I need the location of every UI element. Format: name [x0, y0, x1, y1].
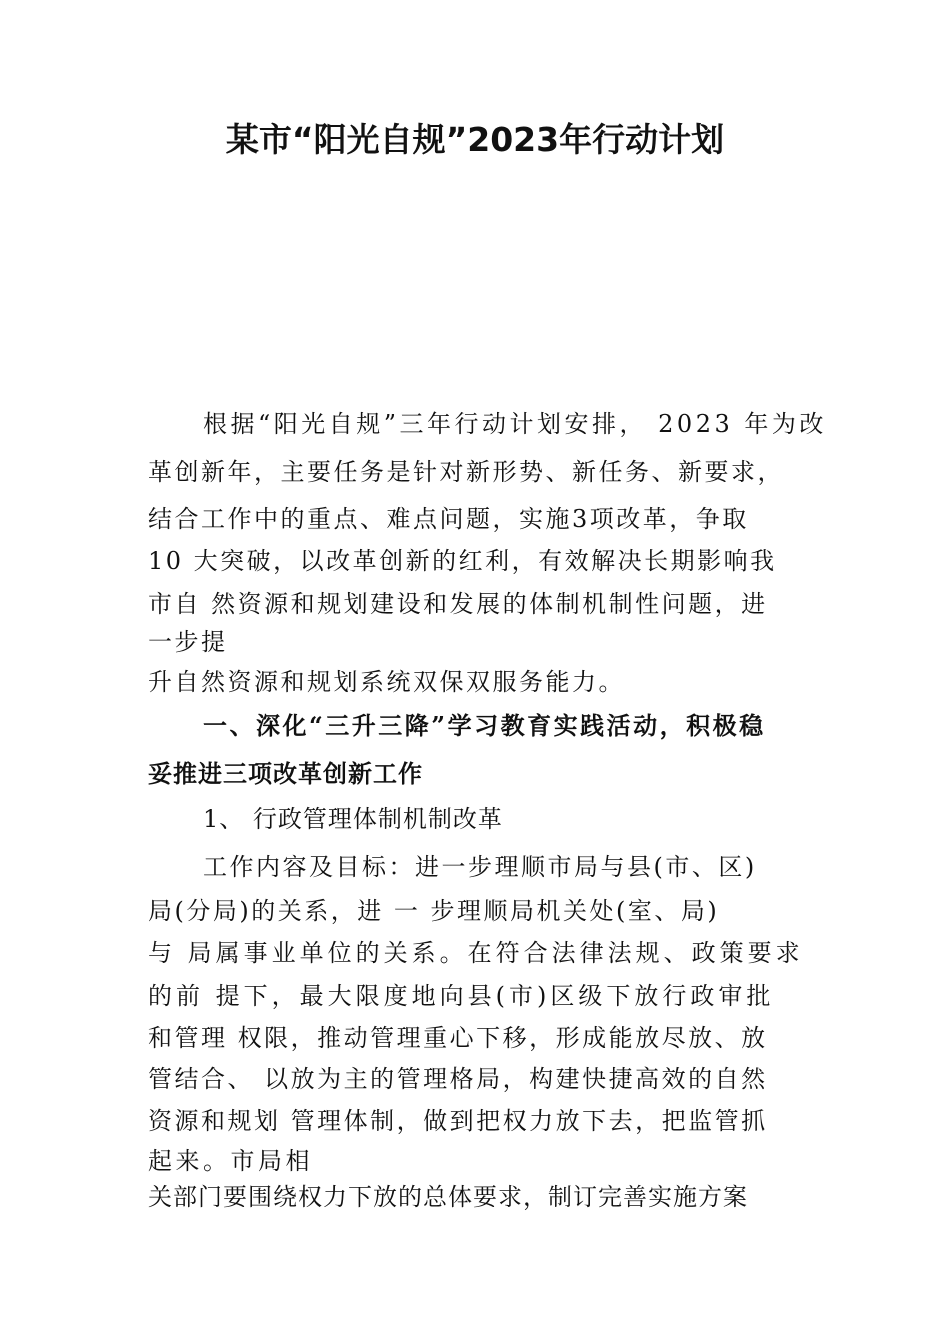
paragraph-line: 资源和规划 管理体制，做到把权力放下去，把监管抓	[148, 1107, 768, 1135]
paragraph-line: 根据“阳光自规”三年行动计划安排， 2023 年为改	[203, 410, 827, 438]
document-title: 某市“阳光自规”2023年行动计划	[225, 120, 725, 159]
paragraph-line: 和管理 权限，推动管理重心下移，形成能放尽放、放	[148, 1024, 768, 1052]
paragraph-line: 一步提	[148, 628, 228, 656]
paragraph-line: 工作内容及目标：进一步理顺市局与县(市、区)	[203, 853, 757, 881]
paragraph-line: 管结合、 以放为主的管理格局，构建快捷高效的自然	[148, 1065, 768, 1093]
paragraph-line: 10 大突破，以改革创新的红利，有效解决长期影响我	[148, 547, 777, 575]
paragraph-line: 局(分局)的关系，进 一 步理顺局机关处(室、局)	[148, 897, 720, 925]
paragraph-line: 的前 提下，最大限度地向县(市)区级下放行政审批	[148, 982, 775, 1010]
paragraph-line: 市自 然资源和规划建设和发展的体制机制性问题，进	[148, 590, 768, 618]
section-heading-line: 一、深化“三升三降”学习教育实践活动，积极稳	[203, 711, 766, 740]
section-heading-line: 妥推进三项改革创新工作	[148, 759, 423, 788]
paragraph-line: 关部门要围绕权力下放的总体要求，制订完善实施方案	[148, 1183, 748, 1211]
paragraph-line: 升自然资源和规划系统双保双服务能力。	[148, 668, 625, 696]
paragraph-line: 结合工作中的重点、难点问题，实施3项改革，争取	[148, 505, 749, 533]
paragraph-line: 与 局属事业单位的关系。在符合法律法规、政策要求	[148, 939, 804, 967]
subsection-heading: 1、 行政管理体制机制改革	[203, 805, 503, 833]
paragraph-line: 起来。市局相	[148, 1147, 313, 1175]
paragraph-line: 革创新年，主要任务是针对新形势、新任务、新要求，	[148, 458, 784, 486]
